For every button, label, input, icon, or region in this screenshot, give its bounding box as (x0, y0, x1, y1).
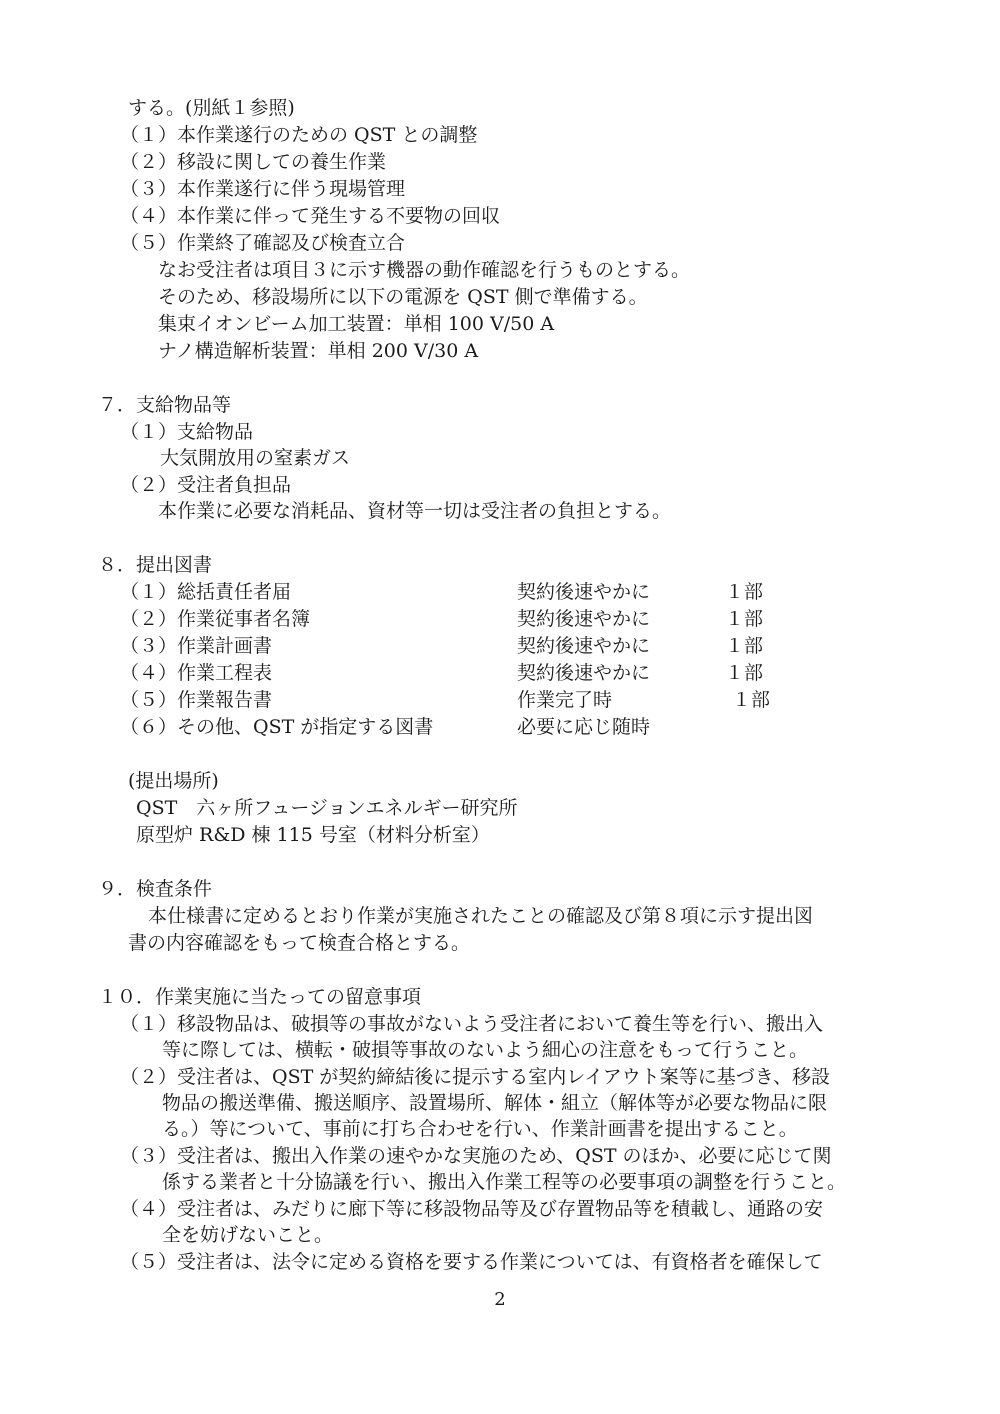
paragraph-line: 書の内容確認をもって検査合格とする。 (128, 932, 471, 954)
doc-qty: １部 (725, 581, 764, 603)
intro-line: する。(別紙１参照) (128, 97, 295, 119)
doc-name: （２）作業従事者名簿 (120, 608, 311, 630)
list-item: （５）作業終了確認及び検査立合 (120, 232, 406, 254)
list-item-detail: 本作業に必要な消耗品、資材等一切は受注者の負担とする。 (158, 500, 672, 522)
submission-room: 原型炉 R&D 棟 115 号室（材料分析室） (136, 824, 490, 846)
list-item: （１）支給物品 (120, 421, 254, 443)
doc-name: （５）作業報告書 (120, 689, 273, 711)
section-heading-8: ８．提出図書 (98, 554, 213, 576)
list-item: （２）受注者は、QST が契約締結後に提示する室内レイアウト案等に基づき、移設 (120, 1066, 831, 1088)
section-heading-10: １０．作業実施に当たっての留意事項 (98, 986, 422, 1008)
doc-name: （４）作業工程表 (120, 662, 273, 684)
list-item: （１）移設物品は、破損等の事故がないよう受注者において養生等を行い、搬出入 (120, 1013, 824, 1035)
list-item: （２）移設に関しての養生作業 (120, 151, 387, 173)
submission-place-label: (提出場所) (128, 770, 219, 792)
doc-timing: 作業完了時 (517, 689, 613, 711)
doc-qty: １部 (725, 608, 764, 630)
list-item-continuation: る。）等について、事前に打ち合わせを行い、作業計画書を提出すること。 (162, 1118, 798, 1140)
list-item-detail: 大気開放用の窒素ガス (160, 447, 351, 469)
doc-name: （３）作業計画書 (120, 635, 273, 657)
paragraph-line: 本仕様書に定めるとおり作業が実施されたことの確認及び第８項に示す提出図 (148, 905, 814, 927)
doc-qty: １部 (725, 662, 764, 684)
power-spec-fib: 集束イオンビーム加工装置：単相 100 V/50 A (158, 313, 555, 335)
doc-name: （６）その他、QST が指定する図書 (120, 716, 434, 738)
list-item: （３）本作業遂行に伴う現場管理 (120, 178, 406, 200)
power-spec-nano: ナノ構造解析装置：単相 200 V/30 A (158, 340, 479, 362)
note-line: そのため、移設場所に以下の電源を QST 側で準備する。 (158, 286, 648, 308)
submission-place: QST 六ヶ所フュージョンエネルギー研究所 (136, 797, 518, 819)
list-item-continuation: 物品の搬送準備、搬送順序、設置場所、解体・組立（解体等が必要な物品に限 (162, 1092, 828, 1114)
list-item: （３）受注者は、搬出入作業の速やかな実施のため、QST のほか、必要に応じて関 (120, 1145, 832, 1167)
list-item: （１）本作業遂行のための QST との調整 (120, 124, 478, 146)
list-item-continuation: 係する業者と十分協議を行い、搬出入作業工程等の必要事項の調整を行うこと。 (162, 1171, 847, 1193)
page-number: 2 (494, 1289, 506, 1310)
list-item: （４）本作業に伴って発生する不要物の回収 (120, 205, 501, 227)
list-item: （４）受注者は、みだりに廊下等に移設物品等及び存置物品等を積載し、通路の安 (120, 1198, 824, 1220)
doc-timing: 契約後速やかに (517, 662, 651, 684)
doc-timing: 契約後速やかに (517, 581, 651, 603)
section-heading-7: ７．支給物品等 (98, 394, 232, 416)
list-item: （２）受注者負担品 (120, 474, 292, 496)
doc-timing: 契約後速やかに (517, 608, 651, 630)
doc-qty: １部 (732, 689, 771, 711)
list-item-continuation: 等に際しては、横転・破損等事故のないよう細心の注意をもって行うこと。 (162, 1039, 809, 1061)
list-item: （５）受注者は、法令に定める資格を要する作業については、有資格者を確保して (120, 1251, 823, 1273)
list-item-continuation: 全を妨げないこと。 (162, 1224, 334, 1246)
note-line: なお受注者は項目３に示す機器の動作確認を行うものとする。 (158, 259, 691, 281)
section-heading-9: ９．検査条件 (98, 878, 213, 900)
doc-qty: １部 (725, 635, 764, 657)
doc-timing: 契約後速やかに (517, 635, 651, 657)
doc-name: （１）総括責任者届 (120, 581, 292, 603)
doc-timing: 必要に応じ随時 (517, 716, 651, 738)
